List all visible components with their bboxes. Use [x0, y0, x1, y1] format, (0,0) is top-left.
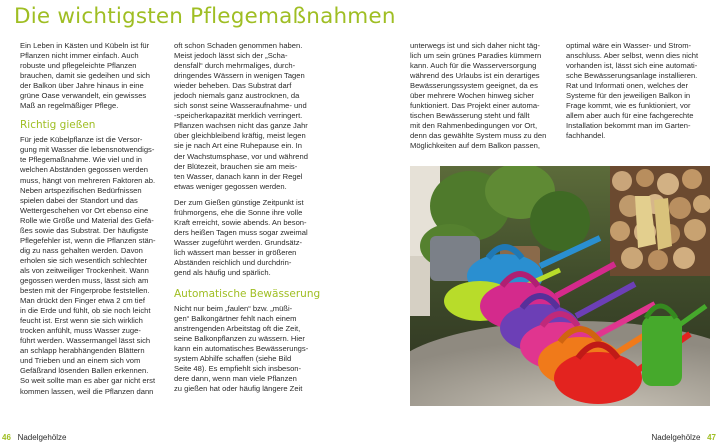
text-line: optimal wäre ein Wasser- und Strom-: [566, 41, 692, 50]
text-line: wieder beheben. Das Substrat darf: [174, 81, 292, 91]
text-line: welchen Abständen gegossen werden: [20, 165, 148, 175]
text-line: robuste und pflegeleichte Pflanzen: [20, 61, 137, 71]
text-line: ten Wasser, danach kann in der Regel: [174, 171, 303, 181]
text-line: Frage kommt, wie es funktioniert, vor: [566, 101, 691, 111]
text-line: während des Urlaubs ist ein derartiges: [410, 71, 540, 81]
text-line: funktioniert. Das Projekt einer automa-: [410, 101, 540, 111]
text-line: kann ein automatisches Bewässerungs-: [174, 344, 309, 354]
intro-paragraph: [20, 41, 168, 111]
text-line: gend als häufig und spärlich.: [174, 268, 271, 278]
text-line: in die Erde und fühlt, ob sie noch leicht: [20, 306, 151, 316]
text-line: Wettergeschehen vor Ort ebenso eine: [20, 205, 149, 215]
text-line: anstrengenden Arbeitstag oft die Zeit,: [174, 324, 301, 334]
text-column-1: [20, 41, 168, 397]
text-line: als von zeitweiliger Trockenheit. Wann: [20, 265, 149, 275]
text-line: brauchen, damit sie gedeihen und sich: [20, 71, 151, 81]
text-line: Kraft erreicht, sowie abends. An beson-: [174, 217, 307, 227]
text-line: kann. Auch für die Wasserversorgung: [410, 61, 537, 71]
text-line: jedoch niemals ganz austrocknen, da: [174, 91, 300, 101]
text-column-4: [566, 41, 706, 141]
text-line: sche Bewässerungsanlage installieren.: [566, 71, 698, 81]
text-line: lich um sein grünes Paradies kümmern: [410, 51, 542, 61]
text-line: So weit sollte man es aber gar nicht erst: [20, 376, 156, 386]
text-line: ßes sowie das Substrat. Der häufigste: [20, 225, 149, 235]
footer-left: [2, 433, 67, 442]
footer-right: [651, 433, 716, 442]
text-line: Systeme für den jeweiligen Balkon in: [566, 91, 691, 101]
text-line: lich wässert man besser in größeren: [174, 247, 297, 257]
text-line: besten mit der Fingerprobe feststellen.: [20, 286, 150, 296]
text-line: ders heißen Tagen muss sogar zweimal: [174, 227, 308, 237]
text-line: Pflanzen wachsen nicht das ganze Jahr: [174, 121, 308, 131]
text-line: etwas weniger gegossen werden.: [174, 181, 287, 191]
text-line: Seite 48). Es empfiehlt sich insbeson-: [174, 364, 302, 374]
page-number-right: 47: [707, 433, 716, 442]
text-line: te Pflegemaßnahme. Wie viel und in: [20, 155, 142, 165]
watering-paragraph: [20, 135, 168, 396]
heading-automatische-bewaesserung: Automatische Bewässerung: [174, 288, 321, 301]
text-line: sie je nach Art eine Ruhepause ein. In: [174, 141, 302, 151]
text-line: Installation bekommt man im Garten-: [566, 121, 691, 131]
watering-cans-illustration: [410, 166, 710, 406]
text-line: kommen lassen, weil die Pflanzen dann: [20, 386, 154, 396]
text-line: der Balkon über Jahre hinaus in eine: [20, 81, 144, 91]
text-line: spielen dabei der Standort und das: [20, 195, 138, 205]
text-line: feucht ist. Erst wenn sie sich wirklich: [20, 316, 143, 326]
text-line: sich sonst seine Wasseraufnahme- und: [174, 101, 307, 111]
text-column-2: [174, 41, 330, 395]
text-line: system Abhilfe schaffen (siehe Bild: [174, 354, 292, 364]
text-line: tischen Bewässerung steht und fällt: [410, 111, 530, 121]
text-line: erholen sie sich wesentlich schlechter: [20, 255, 148, 265]
text-line: mit den Rahmenbedingungen vor Ort,: [410, 121, 538, 131]
text-line: denn das gewählte System muss zu den: [410, 131, 547, 141]
text-line: Wasser zugeführt werden. Grundsätz-: [174, 237, 303, 247]
watering-cans-photo: [410, 166, 710, 406]
text-line: Rolle wie Größe und Material des Gefä-: [20, 215, 154, 225]
page-title: Die wichtigsten Pflegemaßnahmen: [14, 4, 396, 29]
text-line: -speicherkapazität merklich verringert.: [174, 111, 303, 121]
text-line: führt werden. Wassermangel lässt sich: [20, 336, 151, 346]
text-line: fachhandel.: [566, 131, 606, 141]
text-line: trocken anfühlt, muss Wasser zuge-: [20, 326, 141, 336]
text-line: vorhanden ist, lässt sich eine automati-: [566, 61, 698, 71]
text-column-3: [410, 41, 560, 152]
text-line: Pflegefehler ist, wenn die Pflanzen stän-: [20, 235, 156, 245]
text-line: Meist jedoch lässt sich der „Scha-: [174, 51, 288, 61]
text-line: Maß an regelmäßiger Pflege.: [20, 101, 119, 111]
text-line: oft schon Schaden genommen haben.: [174, 41, 303, 50]
text-line: Möglichkeiten auf dem Balkon passen,: [410, 141, 541, 151]
text-line: über gleichbleibend kräftig, meist legen: [174, 131, 306, 141]
text-line: an schlapp herabhängenden Blättern: [20, 346, 145, 356]
paragraph-continued: [410, 41, 560, 152]
text-line: Rat und Informati onen, welches der: [566, 81, 688, 91]
paragraph-automatic: [174, 304, 330, 394]
text-line: Abständen reichlich und durchdrin-: [174, 257, 292, 267]
text-line: frühmorgens, ehe die Sonne ihre volle: [174, 207, 303, 217]
text-line: dringendes Wässern in wenigen Tagen: [174, 71, 305, 81]
text-line: Pflanzen nicht immer einfach. Auch: [20, 51, 139, 61]
text-line: muss, hängt von mehreren Faktoren ab.: [20, 175, 156, 185]
text-line: anschluss. Aber selbst, wenn dies nicht: [566, 51, 699, 61]
page-number-left: 46: [2, 433, 11, 442]
text-line: gegossen werden muss, lässt sich am: [20, 275, 149, 285]
paragraph-recovery: [174, 41, 330, 192]
footer-section-right: Nadelgehölze: [651, 433, 701, 442]
text-line: Der zum Gießen günstige Zeitpunkt ist: [174, 197, 304, 207]
text-line: Für jede Kübelpflanze ist die Versor-: [20, 135, 143, 145]
text-line: allem aber auch für eine fachgerechte: [566, 111, 694, 121]
text-line: der Blütezeit, brauchen sie am meis-: [174, 161, 298, 171]
text-line: unterwegs ist und sich daher nicht täg-: [410, 41, 541, 50]
footer-section-left: Nadelgehölze: [17, 433, 67, 442]
paragraph-installation: [566, 41, 706, 141]
text-line: Neben artspezifischen Bedürfnissen: [20, 185, 142, 195]
text-line: dere dann, wenn man viele Pflanzen: [174, 374, 297, 384]
text-line: Man drückt den Finger etwa 2 cm tief: [20, 296, 145, 306]
text-line: grüne Oase verwandelt, ein gewisses: [20, 91, 147, 101]
text-line: Gefäßrand lösenden Ballen erkennen.: [20, 366, 149, 376]
text-line: der Wachstumsphase, vor und während: [174, 151, 308, 161]
text-line: Bewässerungssystem geeignet, da es: [410, 81, 538, 91]
text-line: seine Balkonpflanzen zu wässern. Hier: [174, 334, 305, 344]
text-line: und Trieben und an einem sich vom: [20, 356, 141, 366]
text-line: dig zu nass gehalten werden. Davon: [20, 245, 143, 255]
text-line: gen“ Balkongärtner fehlt nach einem: [174, 314, 297, 324]
text-line: gung mit Wasser die lebensnotwendigs-: [20, 145, 155, 155]
text-line: zu gießen hat oder häufig längere Zeit: [174, 384, 303, 394]
text-line: densfall“ durch mehrmaliges, durch-: [174, 61, 296, 71]
text-line: Nicht nur beim „faulen“ bzw. „müßi-: [174, 304, 293, 314]
text-line: über mehrere Wochen hinweg sicher: [410, 91, 534, 101]
paragraph-timing: [174, 198, 330, 278]
text-line: Ein Leben in Kästen und Kübeln ist für: [20, 41, 150, 50]
heading-richtig-giessen: Richtig gießen: [20, 119, 96, 132]
